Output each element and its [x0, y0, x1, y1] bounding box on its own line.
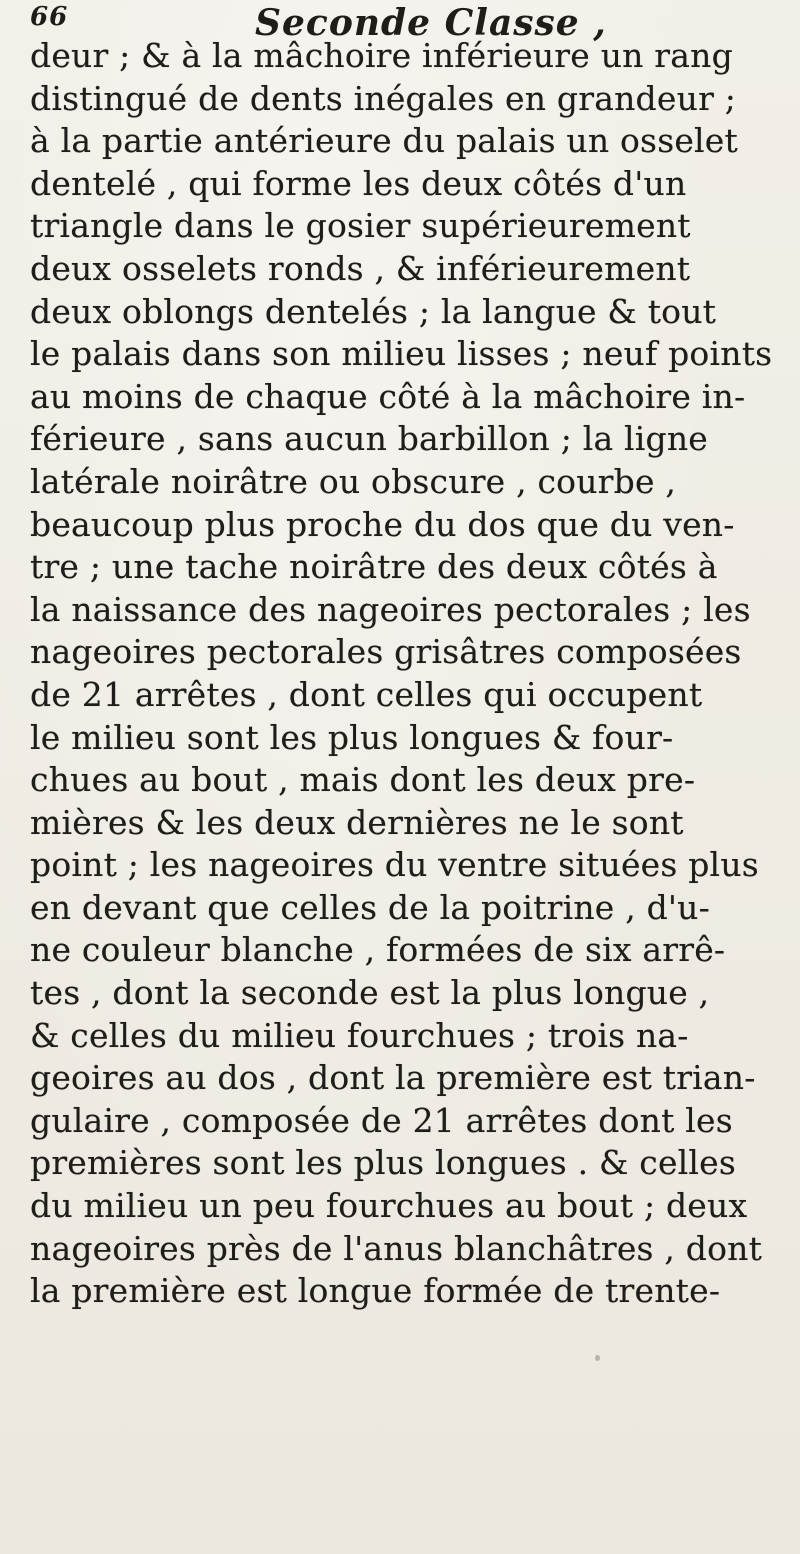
text-line: tre ; une tache noirâtre des deux côtés à [30, 547, 718, 587]
text-line: latérale noirâtre ou obscure , courbe , [30, 461, 677, 501]
body-text [30, 35, 778, 1313]
text-line: à la partie antérieure du palais un osselet [30, 121, 738, 161]
text-line: beaucoup plus proche du dos que du ven- [30, 504, 735, 544]
text-line: deur ; & à la mâchoire inférieure un rang [30, 36, 733, 75]
text-line: deux osselets ronds , & inférieurement [30, 248, 691, 288]
text-line: point ; les nageoires du ventre situées plus [30, 845, 759, 885]
text-line: mières & les deux dernières ne le sont [30, 802, 684, 842]
paper-stain [595, 1355, 600, 1361]
text-line: la première est longue formée de trente- [30, 1271, 721, 1311]
text-line: geoires au dos , dont la première est trian- [30, 1058, 756, 1098]
text-line: & celles du milieu fourchues ; trois na- [30, 1015, 689, 1055]
text-line: férieure , sans aucun barbillon ; la ligne [30, 419, 709, 459]
text-line: la naissance des nageoires pectorales ; les [30, 589, 751, 629]
text-line: de 21 arrêtes , dont celles qui occupent [30, 674, 703, 714]
text-line: gulaire , composée de 21 arrêtes dont les [30, 1100, 733, 1140]
text-line: tes , dont la seconde est la plus longue , [30, 973, 710, 1013]
text-line: au moins de chaque côté à la mâchoire in- [30, 376, 746, 416]
text-line: en devant que celles de la poitrine , d'u- [30, 887, 710, 927]
text-line: le milieu sont les plus longues & four- [30, 717, 674, 757]
text-line: triangle dans le gosier supérieurement [30, 206, 691, 246]
text-line: nageoires pectorales grisâtres composées [30, 632, 742, 672]
page-number: 66 [30, 2, 69, 32]
text-line: nageoires près de l'anus blanchâtres , dont [30, 1228, 763, 1268]
text-line: dentelé , qui forme les deux côtés d'un [30, 163, 687, 203]
text-line: le palais dans son milieu lisses ; neuf points [30, 334, 773, 374]
text-line: deux oblongs dentelés ; la langue & tout [30, 291, 717, 331]
text-line: du milieu un peu fourchues au bout ; deux [30, 1186, 748, 1226]
text-line: distingué de dents inégales en grandeur ; [30, 78, 737, 118]
text-line: chues au bout , mais dont les deux pre- [30, 760, 696, 800]
running-title: Seconde Classe , [255, 2, 607, 44]
text-line: premières sont les plus longues . & celles [30, 1143, 737, 1183]
text-line: ne couleur blanche , formées de six arrê- [30, 930, 726, 970]
